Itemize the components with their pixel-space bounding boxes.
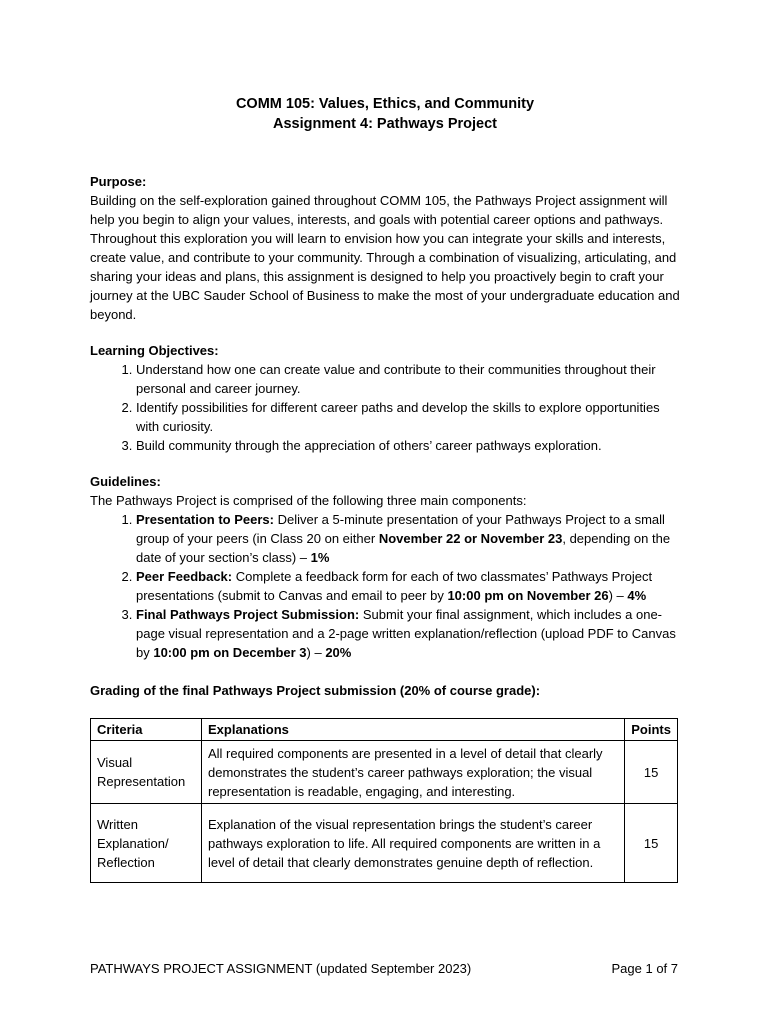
- document-title: [90, 94, 680, 134]
- points-cell: 15: [625, 741, 678, 804]
- guideline-weight: 1%: [310, 550, 330, 565]
- guideline-label: Final Pathways Project Submission:: [136, 607, 360, 622]
- objectives-list: [90, 360, 680, 455]
- explanation-cell: Explanation of the visual representation brings the student’s career pathways exploration to life. All required components are written in a level of detail that clearly demonstrates genuine depth of reflection.: [202, 804, 625, 883]
- criteria-cell: Written Explanation/ Reflection: [91, 804, 202, 883]
- column-header-criteria: Criteria: [91, 719, 202, 741]
- guideline-weight: 4%: [627, 588, 647, 603]
- objectives-heading: Learning Objectives:: [90, 343, 219, 358]
- page-number: Page 1 of 7: [611, 961, 678, 976]
- guidelines-heading: Guidelines:: [90, 474, 161, 489]
- column-header-explanations: Explanations: [202, 719, 625, 741]
- document-page: [90, 94, 680, 883]
- table-row: [91, 741, 678, 804]
- table-row: [91, 804, 678, 883]
- guideline-text: , depending on the date of your section’s class) –: [136, 531, 671, 565]
- guideline-text: Deliver a 5-minute presentation of your Pathways Project to a small group of your peers (in Class 20 on either: [136, 512, 665, 546]
- guideline-text: Complete a feedback form for each of two classmates’ Pathways Project presentations (submit to Canvas and email to peer by: [136, 569, 653, 603]
- guideline-item: [136, 510, 680, 567]
- objective-item: 3. Build community through the appreciation of others’ career pathways exploration.: [136, 436, 680, 455]
- column-header-points: Points: [625, 719, 678, 741]
- footer-title: PATHWAYS PROJECT ASSIGNMENT (updated September 2023): [90, 961, 472, 976]
- criteria-cell: Visual Representation: [91, 741, 202, 804]
- grading-heading: Grading of the final Pathways Project submission (20% of course grade):: [90, 683, 541, 698]
- guideline-text: ) –: [608, 588, 628, 603]
- explanation-cell: All required components are presented in a level of detail that clearly demonstrates the student’s career pathways exploration; the visual representation is readable, engaging, and interesting.: [202, 741, 625, 804]
- guideline-item: [136, 605, 680, 662]
- page-footer: [90, 959, 678, 978]
- guideline-date: 10:00 pm on November 26: [447, 588, 609, 603]
- course-title: COMM 105: Values, Ethics, and Community: [235, 96, 535, 112]
- grading-table: [90, 718, 678, 883]
- points-cell: 15: [625, 804, 678, 883]
- guideline-label: Peer Feedback:: [136, 569, 233, 584]
- purpose-text: Building on the self-exploration gained throughout COMM 105, the Pathways Project assignment will help you begin to align your values, interests, and goals with potential career options and pathways. Throughout this exploration you will learn to envision how you can integrate your skills and interests, create value, and contribute to your community. Through a combination of visualizing, articulating, and sharing your ideas and plans, this assignment is designed to help you proactively begin to craft your journey at the UBC Sauder School of Business to make the most of your undergraduate education and beyond.: [90, 193, 680, 322]
- purpose-heading: Purpose:: [90, 174, 147, 189]
- objective-item: 2. Identify possibilities for different career paths and develop the skills to explore opportunities with curiosity.: [136, 398, 680, 436]
- guidelines-list: [90, 510, 680, 662]
- guideline-weight: 20%: [325, 645, 352, 660]
- objective-item: 1. Understand how one can create value and contribute to their communities throughout their personal and career journey.: [136, 360, 680, 398]
- guideline-text: ) –: [306, 645, 326, 660]
- table-header-row: [91, 719, 678, 741]
- guideline-date: November 22 or November 23: [378, 531, 563, 546]
- guidelines-intro: The Pathways Project is comprised of the following three main components:: [90, 493, 527, 508]
- guideline-date: 10:00 pm on December 3: [153, 645, 307, 660]
- guideline-text: Submit your final assignment, which includes a one-page visual representation and a 2-page written explanation/reflection (upload PDF to Canvas by: [136, 607, 676, 660]
- guideline-item: [136, 567, 680, 605]
- guideline-label: Presentation to Peers:: [136, 512, 274, 527]
- assignment-title: Assignment 4: Pathways Project: [272, 116, 497, 132]
